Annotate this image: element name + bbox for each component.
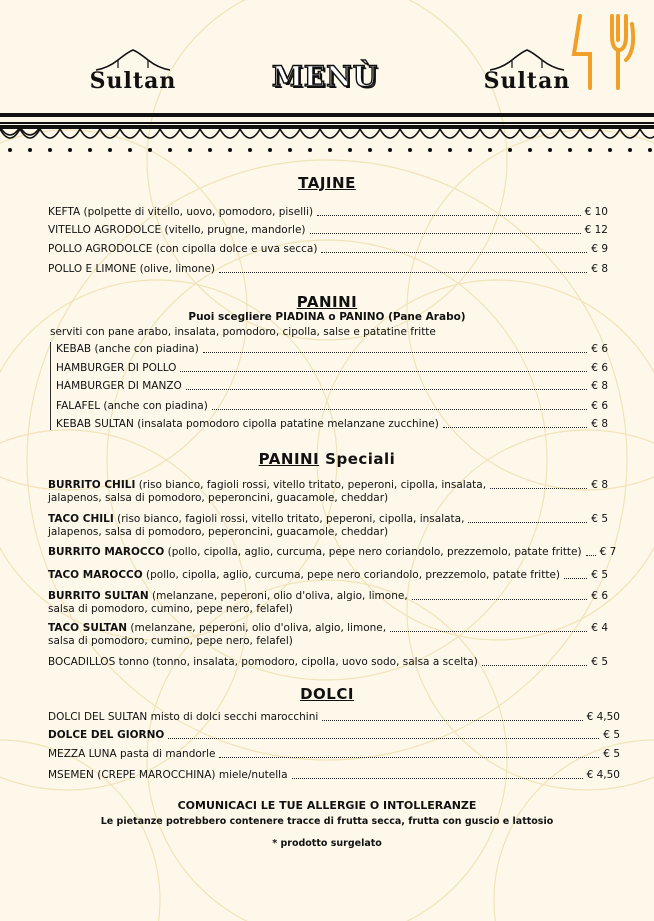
item-desc-2: salsa di pomodoro, cumino, pepe nero, felafel)	[48, 603, 293, 615]
item-name: POLLO AGRODOLCE	[48, 243, 153, 255]
item-desc: (riso bianco, fagioli rossi, vitello tritato, peperoni, cipolla, insalata,	[117, 513, 465, 525]
allergy-notice: COMUNICACI LE TUE ALLERGIE O INTOLLERANZE	[177, 799, 477, 812]
item-desc: (anche con piadina)	[94, 343, 199, 355]
item-name: TACO SULTAN	[48, 622, 128, 634]
panini-served-note: serviti con pane arabo, insalata, pomodoro, cipolla, salse e patatine fritte	[50, 326, 436, 338]
item-name: BURRITO MAROCCO	[48, 546, 165, 558]
item-desc: (riso bianco, fagioli rossi, vitello tritato, peperoni, cipolla, insalata,	[138, 479, 487, 491]
page-title: MENÙ	[271, 60, 379, 93]
item-desc: tonno (tonno, insalata, pomodoro, cipolla, uovo sodo, salsa a scelta)	[115, 656, 478, 668]
menu-item	[48, 546, 617, 559]
frozen-note: * prodotto surgelato	[272, 838, 382, 849]
section-title-suffix: Speciali	[325, 450, 396, 468]
item-price: € 6	[591, 400, 608, 412]
item-price: € 8	[591, 380, 608, 392]
item-desc: pasta di mandorle	[116, 748, 216, 760]
item-desc: (polpette di vitello, uovo, pomodoro, piselli)	[83, 206, 314, 218]
item-name: KEFTA	[48, 206, 81, 218]
item-desc: (con cipolla dolce e uva secca)	[155, 243, 318, 255]
menu-item	[56, 362, 608, 375]
item-desc: (olive, limone)	[139, 263, 216, 275]
menu-item	[48, 711, 620, 724]
logo-text: Sultan	[483, 68, 571, 94]
menu-item	[48, 748, 620, 761]
divider	[50, 342, 51, 430]
item-desc: (pollo, cipolla, aglio, curcuma, pepe nero coriandolo, prezzemolo, patate fritte)	[146, 569, 561, 581]
item-price: € 4,50	[586, 769, 620, 781]
menu-item	[48, 243, 608, 256]
item-desc: (melanzane, peperoni, olio d'oliva, algio, limone,	[152, 590, 408, 602]
logo-text: Sultan	[89, 68, 177, 94]
item-name: DOLCI DEL SULTAN	[48, 711, 148, 723]
item-name: BURRITO CHILI	[48, 479, 136, 491]
item-price: € 4	[591, 622, 608, 634]
item-name: KEBAB SULTAN	[56, 418, 134, 430]
item-desc: (insalata pomodoro cipolla patatine melanzane zucchine)	[137, 418, 439, 430]
item-name: KEBAB	[56, 343, 92, 355]
item-name: TACO MAROCCO	[48, 569, 143, 581]
item-price: € 5	[591, 513, 608, 525]
item-price: € 8	[591, 418, 608, 430]
traces-notice: Le pietanze potrebbero contenere tracce di frutta secca, frutta con guscio e lattosio	[100, 816, 554, 827]
item-desc: (melanzane, peperoni, olio d'oliva, algio, limone,	[130, 622, 387, 634]
item-desc: misto di dolci secchi marocchini	[147, 711, 319, 723]
item-desc-2: salsa di pomodoro, cumino, pepe nero, felafel)	[48, 635, 293, 647]
ornamental-border	[0, 113, 654, 157]
logo-left	[78, 48, 188, 100]
item-name: MSEMEN (CREPE MAROCCHINA)	[48, 769, 216, 781]
item-price: € 9	[591, 243, 608, 255]
item-price: € 10	[584, 206, 608, 218]
item-price: € 12	[584, 224, 608, 236]
panini-subtitle: Puoi scegliere PIADINA o PANINO (Pane Arabo)	[188, 311, 466, 323]
item-desc: (anche con piadina)	[103, 400, 208, 412]
menu-item	[56, 400, 608, 413]
section-title-text: PANINI	[258, 450, 320, 468]
item-name: BURRITO SULTAN	[48, 590, 149, 602]
item-name: FALAFEL	[56, 400, 101, 412]
menu-item	[48, 263, 608, 276]
item-price: € 5	[603, 729, 620, 741]
item-price: € 5	[603, 748, 620, 760]
item-price: € 6	[591, 362, 608, 374]
item-price: € 7	[599, 546, 617, 558]
item-price: € 5	[591, 656, 608, 668]
menu-item	[48, 590, 608, 616]
menu-item	[48, 769, 620, 782]
item-name: DOLCE DEL GIORNO	[48, 729, 165, 741]
menu-item	[56, 343, 608, 356]
item-name: HAMBURGER DI MANZO	[56, 380, 182, 392]
menu-item	[48, 513, 608, 539]
item-name: BOCADILLOS	[48, 656, 116, 668]
item-desc: (vitello, prugne, mandorle)	[164, 224, 306, 236]
item-price: € 4,50	[586, 711, 620, 723]
menu-item	[48, 479, 608, 505]
menu-item	[48, 656, 608, 669]
item-desc: (pollo, cipolla, aglio, curcuma, pepe nero coriandolo, prezzemolo, patate fritte)	[167, 546, 582, 558]
item-desc-2: jalapenos, salsa di pomodoro, peperoncini, guacamole, cheddar)	[48, 526, 389, 538]
menu-item	[48, 729, 620, 742]
item-desc: miele/nutella	[215, 769, 288, 781]
section-title-panini: PANINI	[296, 293, 358, 311]
item-price: € 6	[591, 590, 608, 602]
item-price: € 5	[591, 569, 608, 581]
item-name: MEZZA LUNA	[48, 748, 117, 760]
menu-item	[56, 380, 608, 393]
item-price: € 6	[591, 343, 608, 355]
section-title-tajine: TAJINE	[298, 174, 356, 192]
item-name: HAMBURGER DI POLLO	[56, 362, 177, 374]
menu-item	[56, 418, 608, 431]
menu-item	[48, 569, 608, 582]
item-name: POLLO E LIMONE	[48, 263, 137, 275]
menu-item	[48, 622, 608, 648]
section-title-dolci: DOLCI	[300, 685, 354, 703]
item-name: TACO CHILI	[48, 513, 114, 525]
menu-item	[48, 206, 608, 219]
fork-knife-icon	[566, 10, 642, 92]
item-price: € 8	[591, 479, 608, 491]
item-name: VITELLO AGRODOLCE	[48, 224, 162, 236]
item-desc-2: jalapenos, salsa di pomodoro, peperoncini, guacamole, cheddar)	[48, 492, 389, 504]
section-title-panini-speciali	[0, 450, 654, 468]
menu-item	[48, 224, 608, 237]
item-price: € 8	[591, 263, 608, 275]
